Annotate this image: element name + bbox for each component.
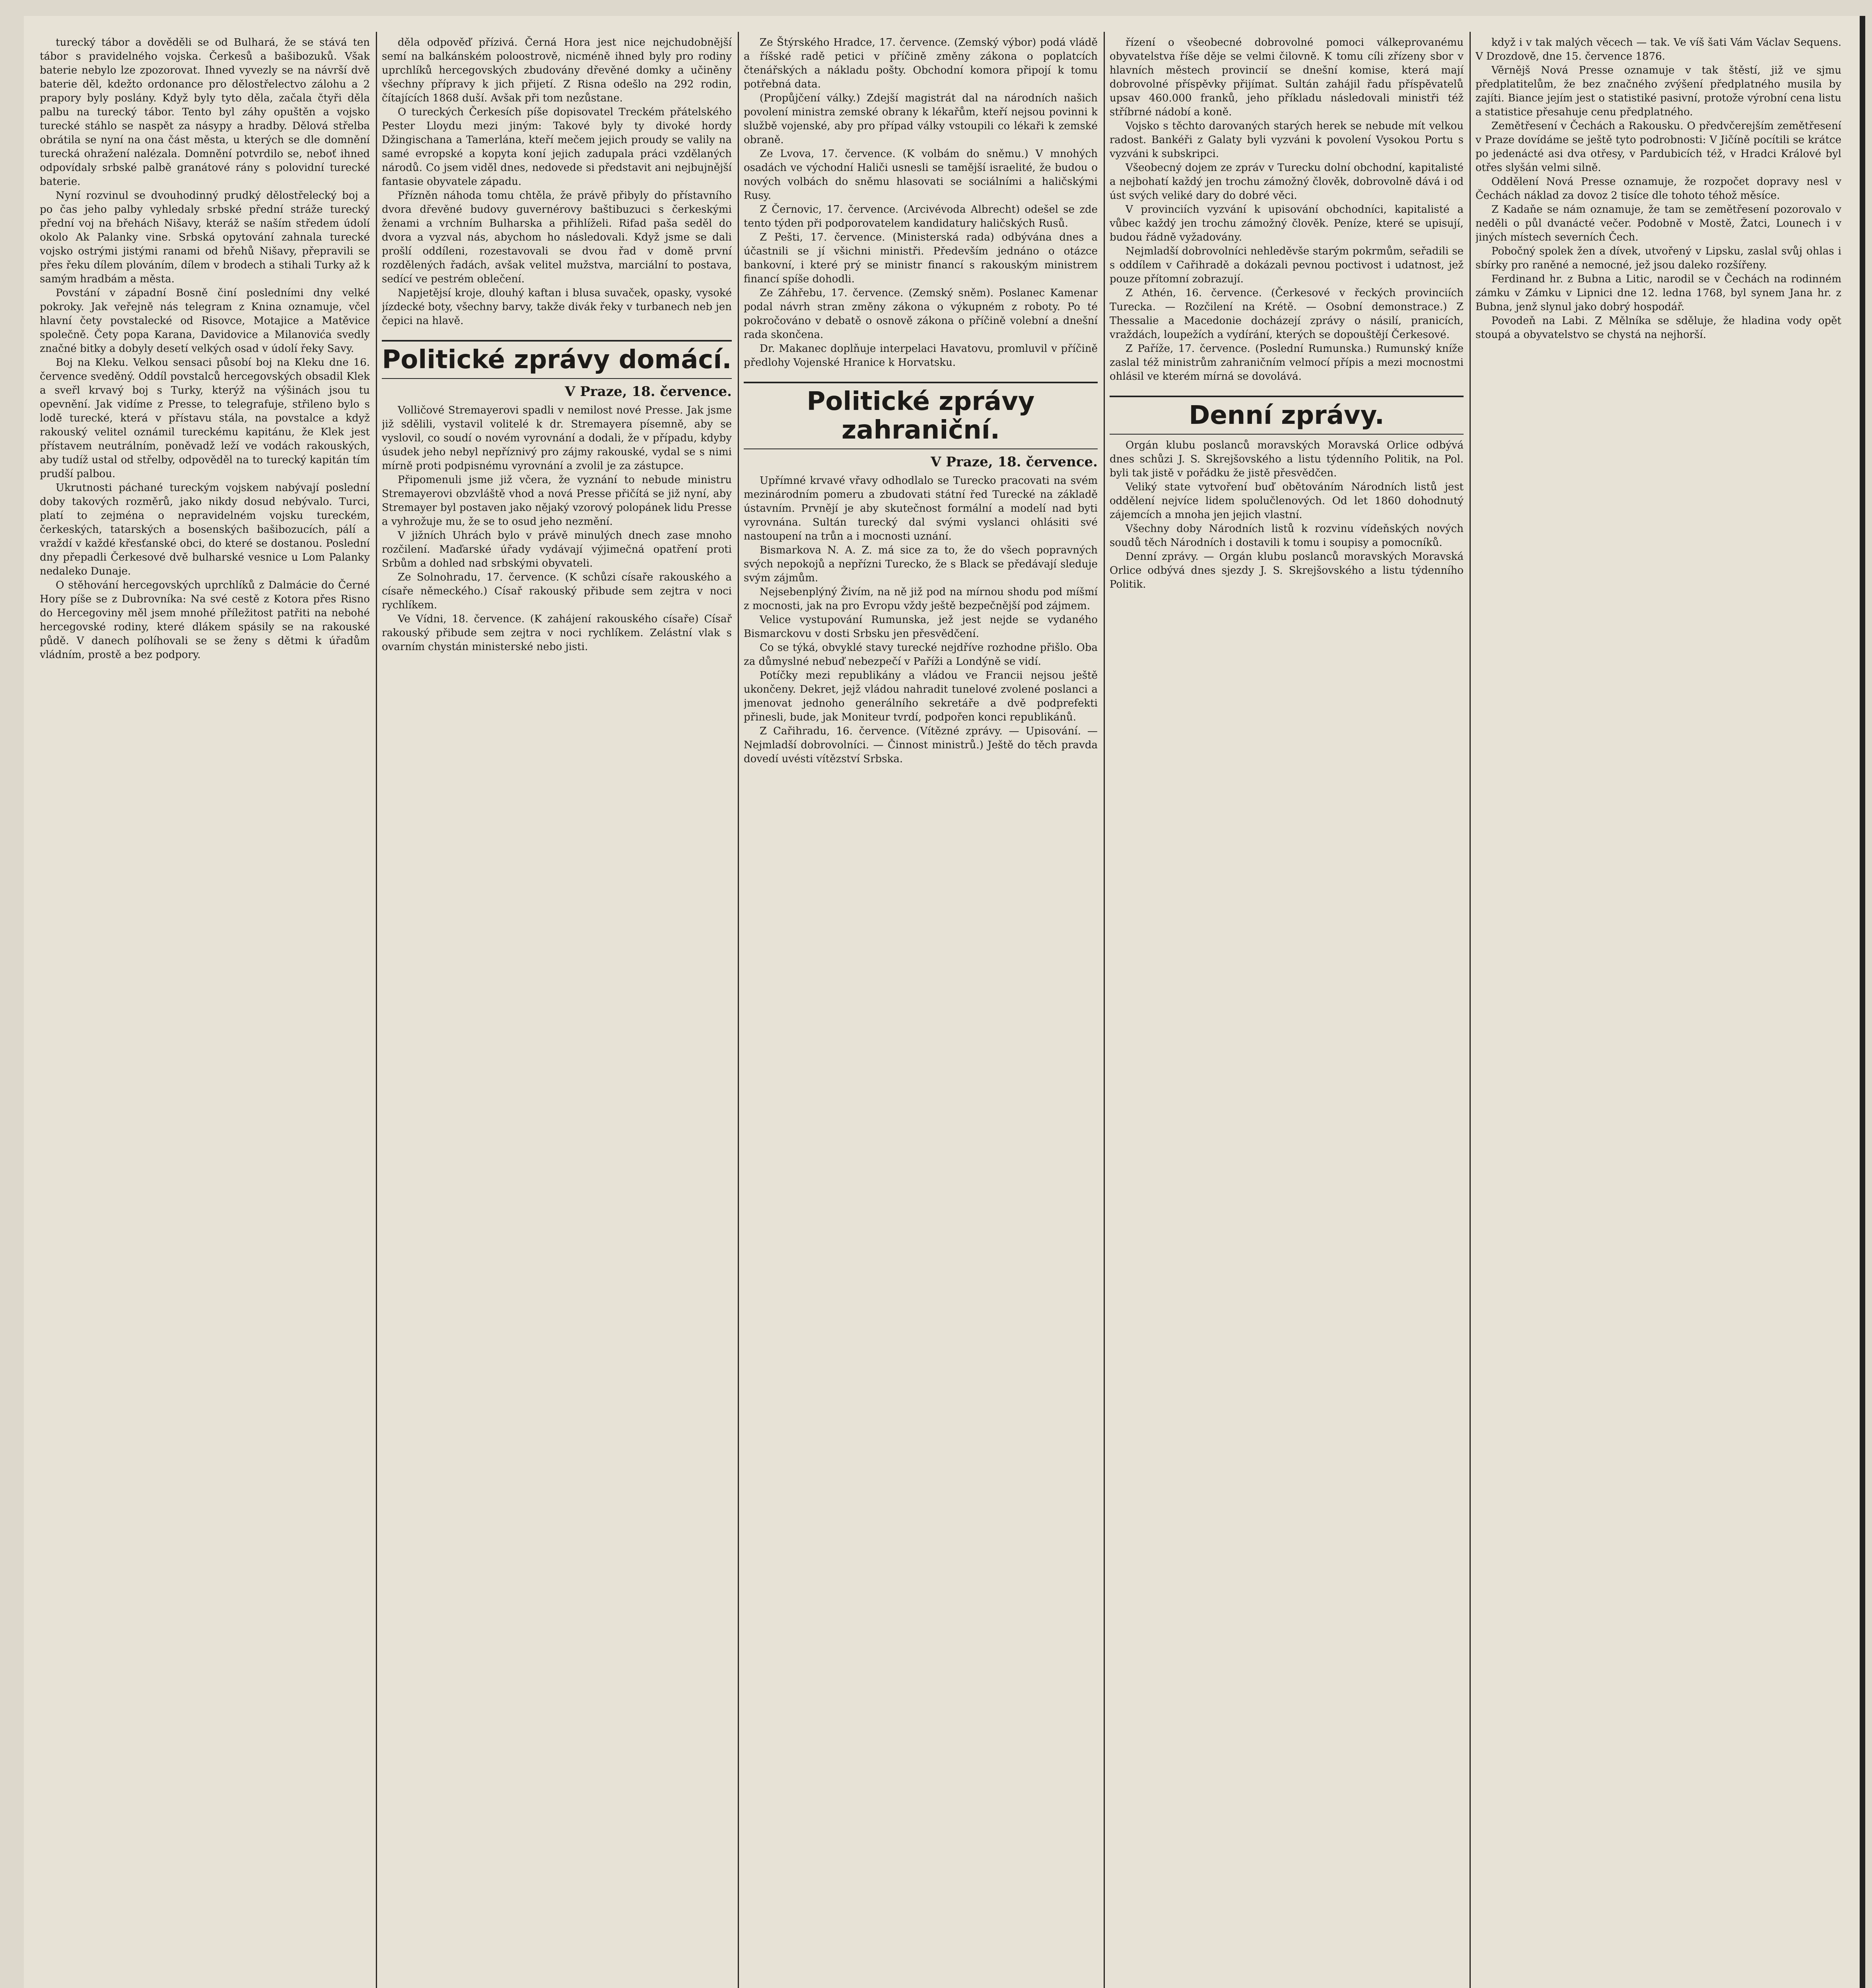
- col1-para: Nyní rozvinul se dvouhodinný prudký dělostřelecký boj a po čas jeho palby vyhledaly srbské přední stráže turecký přední voj na břehách Nišavy, kteráž se naším středem údolí okolo Ak Palanky vine. Srbská opytování zahnala turecké vojsko ostrými jistými ranami od břehů Nišavy, přepravili se přes řeku dílem plováním, dílem v brodech a stihali Turky až k samým hradbám a města.: [40, 190, 370, 285]
- column-rule: [376, 32, 377, 1988]
- col4-para: Všechny doby Národních listů k rozvinu vídeňských nových soudů těch Národních i dostavili k tomu i soupisy a pomocníků.: [1110, 523, 1464, 549]
- col5-para: Ferdinand hr. z Bubna a Litic, narodil se v Čechách na rodinném zámku v Zámku v Lipnici dne 12. ledna 1768, byl synem Jana hr. z Bubna, jenž slynul jako dobrý hospodář.: [1475, 273, 1841, 313]
- col5-para: Pobočný spolek žen a dívek, utvořený v Lipsku, zaslal svůj ohlas i sbírky pro raněné a nemocné, jež jsou daleko rozšířeny.: [1475, 245, 1841, 271]
- col5-para: Z Kadaňe se nám oznamuje, že tam se zemětřesení pozorovalo v neděli o půl dvanácté večer. Podobně v Mostě, Žatci, Lounech i v jiných místech severních Čech.: [1475, 204, 1841, 243]
- col5-para: Povodeň na Labi. Z Mělníka se sděluje, že hladina vody opět stoupá a obyvatelstvo se chystá na nejhorší.: [1475, 315, 1841, 341]
- col2-para: Ve Vídni, 18. července. (K zahájení rakouského císaře) Císař rakouský přibude sem zejtra v noci rychlíkem. Zelástní vlak s ovarním chystán ministerské nebo jisti.: [382, 613, 732, 653]
- col2-para: Ze Solnohradu, 17. července. (K schůzi císaře rakouského a císaře německého.) Císař rakouský přibude sem zejtra v noci rychlíkem.: [382, 571, 732, 611]
- col5-para: Oddělení Nová Presse oznamuje, že rozpočet dopravy nesl v Čechách náklad za dovoz 2 tisíce dle tohoto téhož měsíce.: [1475, 176, 1841, 202]
- col1-para: Boj na Kleku. Velkou sensaci působí boj na Kleku dne 16. července sveděný. Oddíl povstalců hercegovských obsadil Klek a sveřl krvavý boj s Turky, kterýž na výšinách jsou tu opevnění. Jak vidíme z Presse, to telegrafuje, střileno bylo s lodě turecké, která v přístavu stála, na povstalce a když rakouský velitel oznámil tureckému kapitánu, že Klek jest přístavem neutrálním, poněvadž leží ve vodách rakouských, aby tudíž ustal od střelby, odpověděl na to turecký kapitán tím prudší palbou.: [40, 357, 370, 480]
- col4-para: Z Paříže, 17. července. (Poslední Rumunska.) Rumunský kníže zaslal též ministrům zahraničním velmocí přípis a mezi mocnostmi ohlásil ve kterém mírná se dovolává.: [1110, 343, 1464, 382]
- col3-para: Co se týká, obvyklé stavy turecké nejdříve rozhodne přišlo. Oba za důmyslné nebuď nebezpečí v Paříži a Londýně se vidí.: [744, 642, 1098, 668]
- column-rule: [1104, 32, 1105, 1988]
- newspaper-page: [24, 16, 1865, 1988]
- col5-para: Zemětřesení v Čechách a Rakousku. O předvčerejším zemětřesení v Praze dovídáme se ještě tyto podrobnosti: V Jičíně pocítili se krátce po jedenácté asi dva otřesy, v Pardubicích též, v Hradci Králové byl otřes slyšán velmi silně.: [1475, 120, 1841, 174]
- col5-para: když i v tak malých věcech — tak. Ve víš šati Vám Václav Sequens. V Drozdově, dne 15. července 1876.: [1475, 37, 1841, 62]
- col3-para: Ze Štýrského Hradce, 17. července. (Zemský výbor) podá vládě a říšské radě petici v příčině změny zákona o poplatcích čtenářských a nákladu pošty. Obchodní komora připojí k tomu potřebná data.: [744, 37, 1098, 90]
- page-edge: [1860, 16, 1865, 1988]
- col3-para: Ze Záhřebu, 17. července. (Zemský sněm). Poslanec Kamenar podal návrh stran změny zákona o výkupném z roboty. Po té pokročováno v debatě o osnově zákona o příčině volební a dnešní rada skončena.: [744, 287, 1098, 341]
- col3-para: Velice vystupování Rumunska, jež jest nejde se vydaného Bismarckovu v dosti Srbsku jen přesvědčení.: [744, 614, 1098, 640]
- col4-para: Orgán klubu poslanců moravských Moravská Orlice odbývá dnes schůzi J. S. Skrejšovského a listu týdenního Politik, na Pol. byli tak jistě v pořádku že jistě přesvědčen.: [1110, 439, 1464, 479]
- col3-para: Ze Lvova, 17. července. (K volbám do sněmu.) V mnohých osadách ve východní Haliči usnesli se tamější israelité, že budou o nových volbách do sněmu hlasovati se sociálními a haličskými Rusy.: [744, 148, 1098, 202]
- col4-para: Z Athén, 16. července. (Čerkesové v řeckých provinciích Turecka. — Rozčilení na Krétě. — Osobní demonstrace.) Z Thessalie a Macedonie docházejí zprávy o násilí, pranicích, vraždách, loupežích a vydírání, kterých se dopouštějí Čerkesové.: [1110, 287, 1464, 341]
- col1-para: O stěhování hercegovských uprchlíků z Dalmácie do Černé Hory píše se z Dubrovníka: Na své cestě z Kotora přes Risno do Hercegoviny měl jsem mnohé příležitost patřiti na nebohé hercegovské rodiny, které dlákem spásily se na rakouské půdě. V danech políhovali se se ženy s dětmi k úřadům vládním, prostě a bez podpory.: [40, 579, 370, 661]
- column-2: [382, 36, 732, 1988]
- dateline: V Praze, 18. července.: [931, 454, 1098, 470]
- col2-para: O tureckých Čerkesích píše dopisovatel Treckém přátelského Pester Lloydu mezi jiným: Takové byly ty divoké hordy Džingischana a Tamerlána, kteří mečem jejich proudy se valily na samé evropské a kopyta koní jejich zadupala práci vzdělaných národů. Co jsem viděl dnes, nedovede si představit ani nejbujnější fantasie obyvatele západu.: [382, 106, 732, 188]
- col3-para: Potíčky mezi republikány a vládou ve Francii nejsou ještě ukončeny. Dekret, jejž vládou nahradit tunelové zvolené poslanci a jmenovat jednoho generálního sekretáře a dvě podprefekti přinesli, bude, jak Moniteur tvrdí, podpořen konci republikánů.: [744, 670, 1098, 723]
- dateline: V Praze, 18. července.: [565, 384, 732, 400]
- col1-para: turecký tábor a dověděli se od Bulhará, že se stává ten tábor s pravidelného vojska. Čerkesů a bašibozuků. Však baterie nebylo lze zpozorovat. Ihned vyvezly se na návrší dvě baterie děl, kdežto ordonance pro dělostřelectvo zálohu a 2 prapory byly poslány. Když byly tyto děla, začala čtyři děla palbu na turecký tábor. Tento byl záhy opuštěn a vojsko turecké stáhlo se naspět za násypy a hradby. Dělová střelba obrátila se nyní na ona část města, u kterých se dle domnění turecká ohražení nalézala. Domnění potvrdilo se, neboť ihned odpovídaly srbské palbě granátové rány s polovidní turecké baterie.: [40, 37, 370, 188]
- section-heading: Politické zprávy domácí.: [382, 340, 732, 379]
- column-1: [40, 36, 370, 1988]
- column-rule: [738, 32, 739, 1988]
- col4-para: Veliký state vytvoření buď obětováním Národních listů jest oddělení nejvíce lidem spolučlenových. Od let 1860 dohodnutý zájemcích a mnoha jen jejich vlastní.: [1110, 481, 1464, 521]
- col3-para: Bismarkova N. A. Z. má sice za to, že do všech popravných svých nepokojů a nepřízni Turecko, že s Black se předávají sleduje svým zájmům.: [744, 544, 1098, 584]
- col4-para: Nejmladší dobrovolníci nehleděvše starým pokrmům, seřadili se s oddílem v Cařihradě a dokázali pevnou poctivost i udatnost, jež pouze přítomní zobrazují.: [1110, 245, 1464, 285]
- col4-para: Vojsko s těchto darovaných starých herek se nebude mít velkou radost. Bankéři z Galaty byli vyzváni k povolení Vysokou Portu s vyzváni k subskripci.: [1110, 120, 1464, 160]
- col4-para: řízení o všeobecné dobrovolné pomoci válkeprovanému obyvatelstva říše děje se velmi čilovně. K tomu cíli zřízeny sbor v hlavních městech provincií se dnešní komise, která mají dobrovolné příspěvky přijímat. Sultán zahájil řadu příspěvatelů upsav 460.000 franků, jeho příkladu následovali ministři též stříbrné nádobí a koně.: [1110, 37, 1464, 118]
- col5-para: Věrnějš Nová Presse oznamuje v tak štěstí, již ve sjmu předplatitelům, že bez značného zvýšení předplatného musila by zajíti. Biance jejím jest o statistiké pasivní, protože výrobní cena listu a statistice přesahuje cenu předplatného.: [1475, 64, 1841, 118]
- col3-para: Nejsebenplýný Živím, na ně již pod na mírnou shodu pod míšmí z mocnosti, jak na pro Evropu vždy ještě bezpečnější pod zájmem.: [744, 586, 1098, 612]
- col3-para: Z Pešti, 17. července. (Ministerská rada) odbývána dnes a účastnili se jí všichni ministři. Především jednáno o otázce bankovní, i které prý se ministr financí s rakouským ministrem financí spíše dohodli.: [744, 231, 1098, 285]
- col2-para: Připomenuli jsme již včera, že vyznání to nebude ministru Stremayerovi obzvláště vhod a nová Presse přičítá se již nyní, aby Stremayer byl postaven jako nějaký vzorový polopánek lidu Presse a vyhrožuje mu, že se to osud jeho nezmění.: [382, 474, 732, 528]
- col4-para: Všeobecný dojem ze zpráv v Turecku dolní obchodní, kapitalisté a nejbohatí každý jen trochu zámožný člověk, dobrovolně dává i od úst svých veliké dary do dobré věci.: [1110, 162, 1464, 202]
- col1-para: Ukrutnosti páchané tureckým vojskem nabývají poslední doby takových rozměrů, jako nikdy dosud nebývalo. Turci, platí to zejména o nepravidelném vojsku tureckém, čerkeských, tatarských a bosenských bašibozucích, pálí a vraždí v každé křesťanské obci, do které se dostanou. Poslední dny přepadli Čerkesové dvě bulharské vesnice u Lom Palanky nedaleko Dunaje.: [40, 482, 370, 577]
- col2-para: Volličové Stremayerovi spadli v nemilost nové Presse. Jak jsme již sdělili, vystavil volitelé k dr. Stremayera písemně, aby se vyslovil, co soudí o novém vyrovnání a dodali, že v případu, kdyby úsudek jeho nebyl nepříznivý pro zájmy rakouské, vydal se s nimi mírně proti podpisnému vyrovnání a zvolil je za zástupce.: [382, 404, 732, 472]
- col2-para: V jižních Uhrách bylo v právě minulých dnech zase mnoho rozčilení. Maďarské úřady vydávají výjimečná opatření proti Srbům a dohled nad srbskými obyvateli.: [382, 530, 732, 569]
- column-4: [1110, 36, 1464, 1988]
- col3-para: Z Cařihradu, 16. července. (Vítězné zprávy. — Upisování. — Nejmladší dobrovolníci. — Činnost ministrů.) Ještě do těch pravda dovedí uvésti vítězství Srbska.: [744, 725, 1098, 765]
- col3-para: Dr. Makanec doplňuje interpelaci Havatovu, promluvil v příčině předlohy Vojenské Hranice k Horvatsku.: [744, 343, 1098, 369]
- col2-para: Přízněn náhoda tomu chtěla, že právě přibyly do přístavního dvora dřevěné budovy guvernérovy baštibuzuci s čerkeskými ženami a vrchním Bulharska a přihlíželi. Rifad paša seděl do dvora a vyzval nás, abychom ho následovali. Když jsme se dali prošlí oddíleni, rozestavovali se dvou řad v domě první rozdělených řadách, avšak velitel mužstva, marciální to postava, sedící ve pestrém oblečení.: [382, 190, 732, 285]
- section-heading: Denní zprávy.: [1110, 396, 1464, 435]
- col2-para: děla odpověď přízivá. Černá Hora jest nice nejchudobnější semí na balkánském poloostrově, nicméně ihned byly pro rodiny uprchlíků hercegovských zbudovány dřevěné domky a učiněny všechny přípravy k jich přijetí. Z Risna odešlo na 292 rodin, čítajících 1868 duší. Avšak při tom nezůstane.: [382, 37, 732, 104]
- section-heading: Politické zprávy zahraniční.: [744, 382, 1098, 449]
- col3-para: Upřímné krvavé vřavy odhodlalo se Turecko pracovati na svém mezinárodním pomeru a zbudovati státní řed Turecké na základě ústavním. Prvnějí je aby skutečnost formální a modelí nad byti vyrovnána. Sultán turecký dal svými vyslanci ohlásiti své nastoupení na trůn a i mocnosti uznání.: [744, 475, 1098, 542]
- col1-para: Povstání v západní Bosně činí posledními dny velké pokroky. Jak veřejně nás telegram z Knina oznamuje, včel hlavní čety povstalecké od Risovce, Motajice a Matěvice společně. Čety popa Karana, Davidovice a Milanovića svedly značné bitky a dobyly desetí velkých osad v údolí řeky Savy.: [40, 287, 370, 355]
- column-rule: [1470, 32, 1471, 1988]
- column-5: [1475, 36, 1841, 1988]
- col4-para: V provinciích vyzvání k upisování obchodníci, kapitalisté a vůbec každý jen trochu zámožný člověk. Peníze, které se upisují, budou řádně vyžadovány.: [1110, 204, 1464, 243]
- col4-para: Denní zprávy. — Orgán klubu poslanců moravských Moravská Orlice odbývá dnes sjezdy J. S. Skrejšovského a listu týdenního Politik.: [1110, 551, 1464, 590]
- col3-para: Z Černovic, 17. července. (Arcivévoda Albrecht) odešel se zde tento týden při podporovatelem kandidatury haličských Rusů.: [744, 204, 1098, 229]
- column-3: [744, 36, 1098, 1988]
- col3-para: (Propůjčení války.) Zdejší magistrát dal na národních našich povolení ministra zemské obrany k lékařům, kteří nejsou povinni k službě vojenské, aby pro případ války vstoupili co lékaři k zemské obraně.: [744, 92, 1098, 146]
- col2-para: Napjetějsí kroje, dlouhý kaftan i blusa suvaček, opasky, vysoké jízdecké boty, všechny barvy, takže divák řeky v turbanech neb jen čepici na hlavě.: [382, 287, 732, 327]
